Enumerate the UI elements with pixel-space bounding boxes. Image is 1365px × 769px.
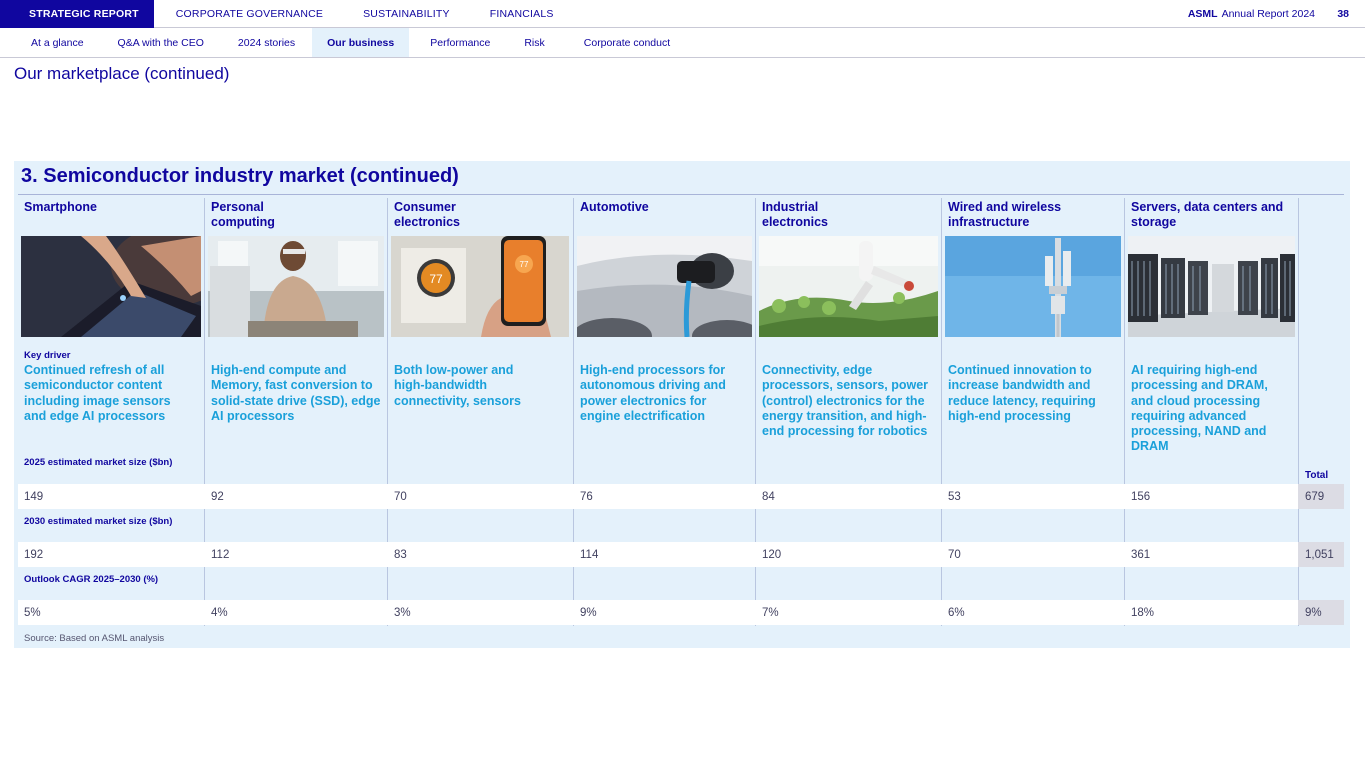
report-name: Annual Report 2024: [1221, 8, 1315, 20]
value-2030-automotive: 114: [580, 548, 599, 561]
driver-personal-computing: High-end compute and Memory, fast conversion to solid-state drive (SSD), edge AI processors: [211, 363, 381, 423]
tab-financials[interactable]: FINANCIALS: [489, 7, 554, 20]
value-2025-consumer-electronics: 70: [394, 490, 407, 503]
subnav-corporate-conduct[interactable]: Corporate conduct: [583, 36, 671, 49]
subnav-2024-stories[interactable]: 2024 stories: [237, 36, 296, 49]
section-title: 3. Semiconductor industry market (continued): [21, 165, 459, 187]
value-2025-industrial: 84: [762, 490, 775, 503]
value-2030-industrial: 120: [762, 548, 782, 561]
column-heading-personal-computing: Personal computing: [211, 200, 275, 229]
value-2025-automotive: 76: [580, 490, 593, 503]
value-cagr-servers: 18%: [1131, 606, 1155, 619]
subnav-our-business[interactable]: Our business: [312, 28, 409, 57]
total-2030: 1,051: [1298, 542, 1344, 567]
robot-greenhouse-photo-icon: [759, 236, 938, 337]
report-brand: [1188, 0, 1315, 28]
subnav-risk[interactable]: Risk: [524, 36, 545, 49]
value-cagr-industrial: 7%: [762, 606, 779, 619]
source-note: Source: Based on ASML analysis: [24, 633, 165, 644]
total-label: Total: [1305, 470, 1329, 481]
page-title: Our marketplace (continued): [14, 64, 230, 83]
brand-name: ASML: [1187, 8, 1218, 20]
tab-sustainability[interactable]: SUSTAINABILITY: [363, 7, 450, 20]
value-2025-smartphone: 149: [24, 490, 44, 503]
sub-navigation: [0, 28, 1365, 58]
value-cagr-automotive: 9%: [580, 606, 597, 619]
top-navigation: [0, 0, 1365, 28]
thermostat-phone-photo-icon: [391, 236, 569, 337]
value-2030-consumer-electronics: 83: [394, 548, 407, 561]
value-cagr-infrastructure: 6%: [948, 606, 965, 619]
title-divider: [18, 194, 1344, 195]
phone-screen-reading: 77: [519, 260, 529, 269]
value-2030-personal-computing: 112: [211, 548, 230, 561]
driver-industrial-electronics: Connectivity, edge processors, sensors, power (control) electronics for the energy transition, and high-end processing for robotics: [762, 363, 929, 439]
driver-infrastructure: Continued innovation to increase bandwidth and reduce latency, requiring high-end processing: [948, 363, 1096, 423]
laptop-photo-icon: [208, 236, 384, 337]
value-2025-servers: 156: [1131, 490, 1151, 503]
market-table-panel: [14, 161, 1350, 648]
table-row-2025: [18, 484, 1344, 509]
subnav-performance[interactable]: Performance: [430, 36, 491, 49]
subnav-qa-with-ceo[interactable]: Q&A with the CEO: [117, 36, 204, 49]
server-room-photo-icon: [1128, 236, 1295, 337]
tab-strategic-report[interactable]: STRATEGIC REPORT: [0, 0, 154, 28]
table-row-cagr: [18, 600, 1344, 625]
column-heading-servers: Servers, data centers and storage: [1131, 200, 1284, 229]
table-row-2030: [18, 542, 1344, 567]
value-cagr-personal-computing: 4%: [211, 606, 228, 619]
page-number: 38: [1337, 8, 1349, 20]
driver-servers: AI requiring high-end processing and DRAM, and cloud processing requiring advanced processing, NAND and DRAM: [1131, 363, 1268, 454]
column-heading-automotive: Automotive: [580, 200, 649, 214]
tab-corporate-governance[interactable]: CORPORATE GOVERNANCE: [175, 7, 324, 20]
value-2030-smartphone: 192: [24, 548, 44, 561]
row-label-2030: 2030 estimated market size ($bn): [24, 516, 173, 527]
value-2030-infrastructure: 70: [948, 548, 961, 561]
value-2025-infrastructure: 53: [948, 490, 961, 503]
column-heading-consumer-electronics: Consumer electronics: [394, 200, 461, 229]
key-driver-label: Key driver: [24, 350, 71, 361]
ev-charging-photo-icon: [577, 236, 752, 337]
column-heading-industrial-electronics: Industrial electronics: [762, 200, 829, 229]
driver-consumer-electronics: Both low-power and high-bandwidth connectivity, sensors: [394, 363, 521, 408]
thermostat-reading: 77: [429, 272, 443, 286]
column-heading-smartphone: Smartphone: [24, 200, 97, 214]
value-cagr-smartphone: 5%: [24, 606, 41, 619]
driver-automotive: High-end processors for autonomous driving and power electronics for engine electrification: [580, 363, 726, 423]
driver-smartphone: Continued refresh of all semiconductor content including image sensors and edge AI processors: [24, 363, 171, 423]
total-2025: 679: [1298, 484, 1344, 509]
subnav-at-a-glance[interactable]: At a glance: [31, 36, 84, 49]
value-2030-servers: 361: [1131, 548, 1151, 561]
cell-tower-photo-icon: [945, 236, 1121, 337]
value-2025-personal-computing: 92: [211, 490, 224, 503]
row-label-cagr: Outlook CAGR 2025–2030 (%): [24, 574, 159, 585]
value-cagr-consumer-electronics: 3%: [394, 606, 411, 619]
column-heading-infrastructure: Wired and wireless infrastructure: [948, 200, 1062, 229]
total-cagr: 9%: [1298, 600, 1344, 625]
smartphone-photo-icon: [21, 236, 201, 337]
row-label-2025: 2025 estimated market size ($bn): [24, 457, 173, 468]
